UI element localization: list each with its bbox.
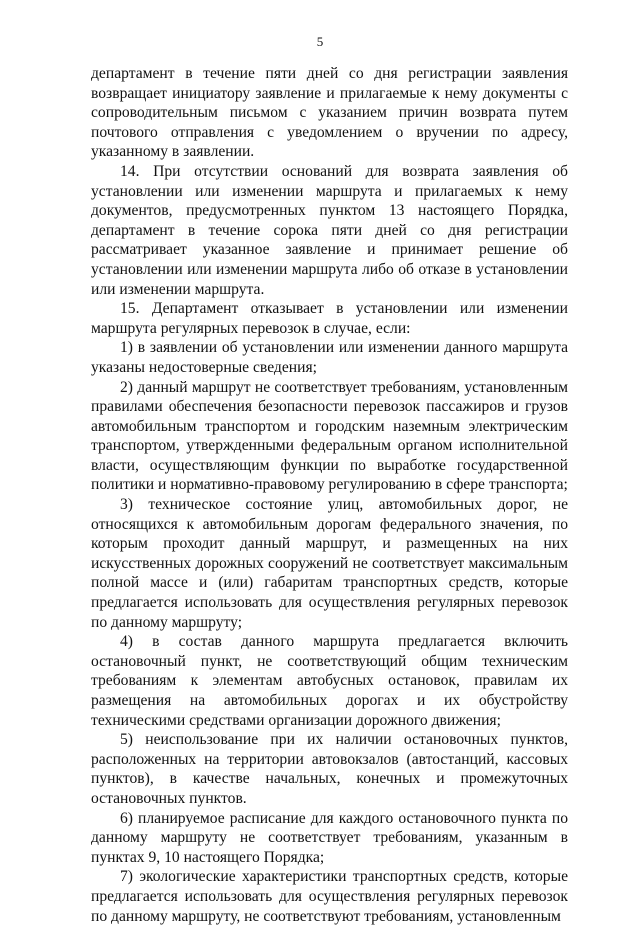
list-item-5: 5) неиспользование при их наличии остановочных пунктов, расположенных на территории автовокзалов (автостанций, кассовых пунктов), в качестве начальных, конечных и промежуточных остановочных пунктов. bbox=[91, 731, 568, 807]
paragraph-item-15: 15. Департамент отказывает в установлении или изменении маршрута регулярных перевозок в случае, если: bbox=[91, 300, 568, 337]
paragraph-item-14: 14. При отсутствии оснований для возврата заявления об установлении или изменении маршрута и прилагаемых к нему документов, предусмотренных пунктом 13 настоящего Порядка, департамент в течение сорока пяти дней со дня регистрации рассматривает указанное заявление и принимает решение об установлении или изменении маршрута либо об отказе в установлении или изменении маршрута. bbox=[91, 162, 568, 298]
list-item-1: 1) в заявлении об установлении или изменении данного маршрута указаны недостоверные сведения; bbox=[91, 339, 568, 376]
list-item-4: 4) в состав данного маршрута предлагается включить остановочный пункт, не соответствующий общим техническим требованиям к элементам автобусных остановок, правилам их размещения на автомобильных дорогах и их обустройству техническими средствами организации дорожного движения; bbox=[91, 633, 568, 729]
list-item-7: 7) экологические характеристики транспортных средств, которые предлагается использовать для осуществления регулярных перевозок по данному маршруту, не соответствуют требованиям, установленным bbox=[91, 868, 568, 925]
page-number: 5 bbox=[316, 34, 324, 49]
list-item-6: 6) планируемое расписание для каждого остановочного пункта по данному маршруту не соответствует требованиям, указанным в пунктах 9, 10 настоящего Порядка; bbox=[91, 809, 568, 866]
document-body bbox=[91, 64, 568, 926]
list-item-2: 2) данный маршрут не соответствует требованиям, установленным правилами обеспечения безопасности перевозок пассажиров и грузов автомобильным транспортом и городским наземным электрическим транспортом, утвержденными федеральным органом исполнительной власти, осуществляющим функции по выработке государственной политики и нормативно-правовому регулированию в сфере транспорта; bbox=[91, 378, 568, 494]
paragraph-continuation: департамент в течение пяти дней со дня регистрации заявления возвращает инициатору заявление и прилагаемые к нему документы с сопроводительным письмом с указанием причин возврата путем почтового отправления с уведомлением о вручении по адресу, указанному в заявлении. bbox=[91, 65, 568, 161]
list-item-3: 3) техническое состояние улиц, автомобильных дорог, не относящихся к автомобильным дорогам федерального значения, по которым проходит данный маршрут, и размещенных на них искусственных дорожных сооружений не соответствует максимальным полной массе и (или) габаритам транспортных средств, которые предлагается использовать для осуществления регулярных перевозок по данному маршруту; bbox=[91, 496, 568, 631]
